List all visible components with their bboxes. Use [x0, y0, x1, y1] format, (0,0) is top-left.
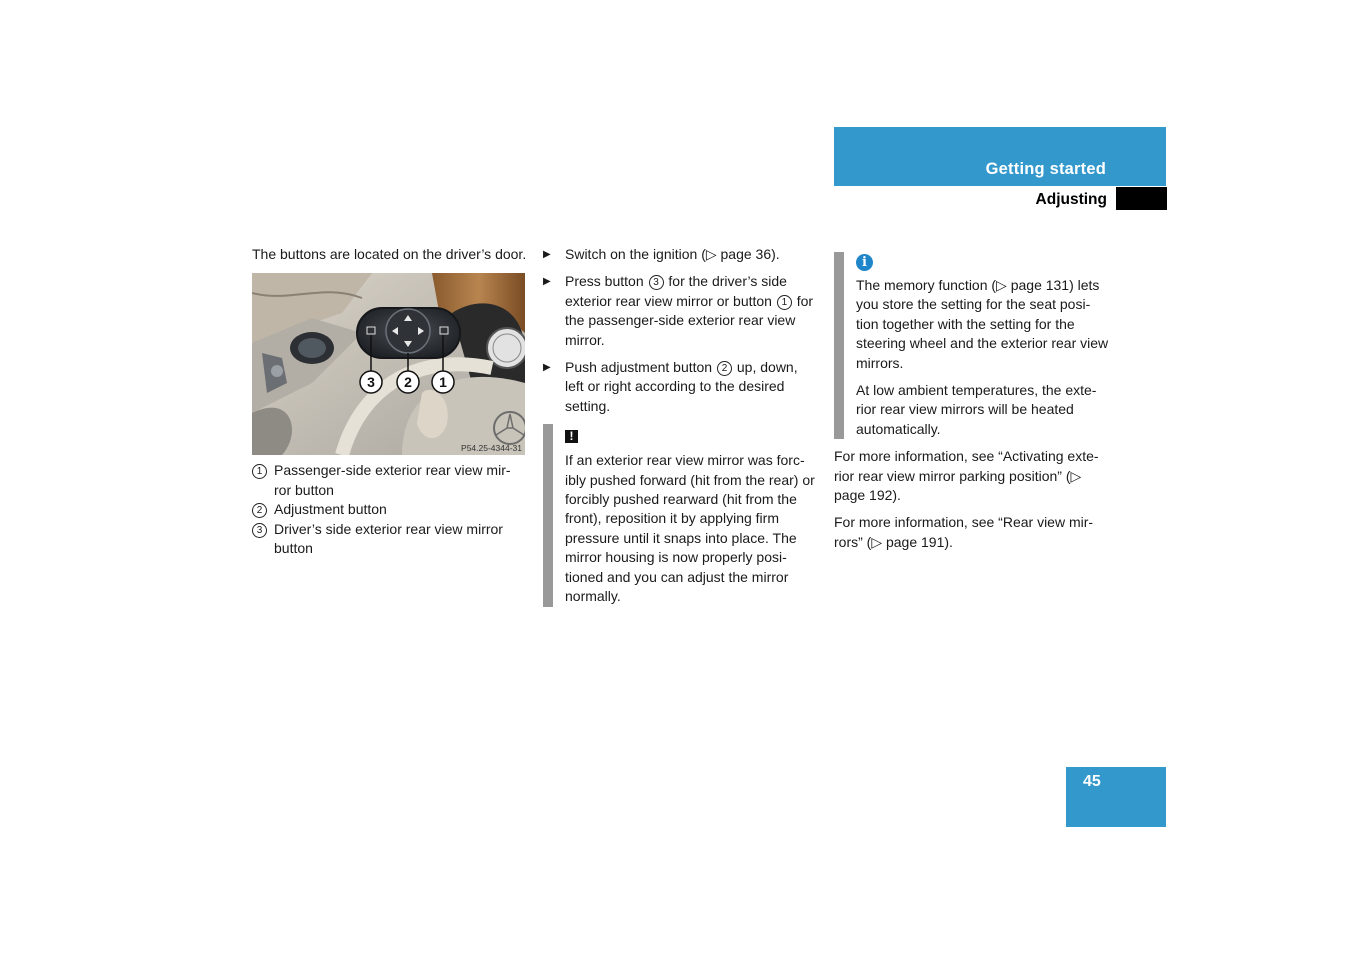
info-icon: i — [856, 254, 873, 271]
button-number: 2 — [717, 361, 732, 376]
column-left — [252, 245, 527, 558]
warning-text: If an exterior rear view mirror was forc-ibly pushed forward (hit from the rear) or forcibly pushed rearward (hit from the front), reposition it by applying firm pressure until it snaps into place. The mirror housing is now properly posi-tioned and you can adjust the mirror normally. — [565, 452, 815, 605]
legend-item — [252, 461, 527, 500]
svg-text:1: 1 — [439, 374, 447, 391]
intro-text: The buttons are located on the driver’s door. — [252, 246, 527, 262]
button-number: 1 — [777, 295, 792, 310]
door-switch-photo — [252, 273, 525, 455]
svg-text:2: 2 — [404, 374, 412, 391]
door-switch-illustration — [252, 273, 525, 455]
photo-code: P54.25-4344-31 — [461, 443, 522, 454]
column-middle — [543, 245, 819, 607]
callout-3 — [360, 371, 382, 393]
legend-item — [252, 520, 527, 559]
warning-note — [543, 424, 819, 606]
step-text: Push adjustment button 2 up, down, left or right according to the desired setting. — [565, 359, 798, 414]
page-number: 45 — [1083, 773, 1101, 790]
callout-1 — [432, 371, 454, 393]
instruction-step — [543, 245, 819, 264]
section-title: Adjusting — [1035, 191, 1107, 208]
info-text-memory: The memory function (▷ page 131) lets you store the setting for the seat posi-tion together with the setting for the steering wheel and the exterior rear view mirrors. — [856, 277, 1109, 371]
legend-number: 1 — [252, 464, 267, 479]
column-right — [834, 248, 1112, 552]
callout-2 — [397, 371, 419, 393]
info-note — [834, 252, 1112, 439]
section-marker-tab — [1116, 187, 1167, 210]
svg-text:3: 3 — [367, 374, 375, 391]
chapter-header-band — [834, 127, 1166, 186]
step-arrow-icon: ▶ — [543, 249, 551, 260]
legend-number: 2 — [252, 503, 267, 518]
legend-item — [252, 500, 527, 519]
step-arrow-icon: ▶ — [543, 276, 551, 288]
more-info-rear-view-mirrors: For more information, see “Rear view mir-rors” (▷ page 191). — [834, 514, 1094, 550]
step-text: Switch on the ignition (▷ page 36). — [565, 246, 780, 262]
chapter-title: Getting started — [985, 160, 1106, 178]
legend-text: Passenger-side exterior rear view mir-ror button — [274, 462, 511, 498]
info-text-heating: At low ambient temperatures, the exte-rior rear view mirrors will be heated automatically. — [856, 382, 1097, 437]
button-number: 3 — [649, 275, 664, 290]
legend-text: Driver’s side exterior rear view mirror button — [274, 520, 503, 557]
step-arrow-icon: ▶ — [543, 362, 551, 374]
legend-list — [252, 461, 527, 558]
note-bar — [543, 424, 553, 606]
page-number-box — [1066, 767, 1166, 827]
more-info-parking-position: For more information, see “Activating exte-rior rear view mirror parking position” (▷ page 192). — [834, 448, 1099, 504]
instruction-step — [543, 272, 819, 350]
legend-text: Adjustment button — [274, 501, 387, 518]
note-bar — [834, 252, 844, 439]
legend-number: 3 — [252, 523, 267, 538]
warning-icon: ! — [565, 430, 578, 443]
instruction-step — [543, 358, 819, 416]
step-text: Press button 3 for the driver’s side exterior rear view mirror or button 1 for the passenger-side exterior rear view mirror. — [565, 273, 814, 348]
